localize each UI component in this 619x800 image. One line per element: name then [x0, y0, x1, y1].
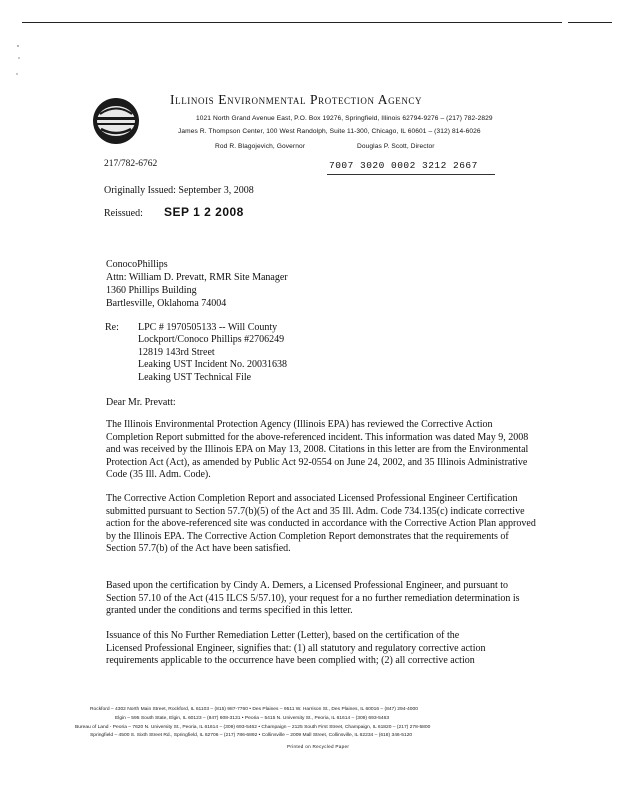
- paragraph-line: Issuance of this No Further Remediation Letter (Letter), based on the certification of the: [106, 630, 460, 641]
- governor-name: Rod R. Blagojevich, Governor: [215, 143, 306, 150]
- re-line-lpc: LPC # 1970505133 -- Will County: [138, 322, 278, 333]
- phone-number: 217/782-6762: [104, 159, 158, 169]
- agency-name: Illinois Environmental Protection Agency: [170, 92, 423, 107]
- recipient-city: Bartlesville, Oklahoma 74004: [106, 298, 227, 309]
- top-scan-rule: [22, 22, 562, 23]
- paragraph-line: requirements applicable to the occurrence have been complied with; (2) all corrective action: [106, 655, 475, 667]
- re-line-street: 12819 143rd Street: [138, 346, 215, 358]
- footer-office-line: Elgin – 595 South State, Elgin, IL 60123 – (847) 608-3131 • Peoria – 5415 N. University St., Peoria, IL 61614 – (309) 693-5463: [115, 716, 390, 721]
- footer-office-line: Springfield – 4500 S. Sixth Street Rd., Springfield, IL 62706 – (217) 786-6892 • Collinsville – 2009 Mall Street, Collinsville, IL 62234 – (618) 346-5120: [90, 733, 413, 738]
- salutation: Dear Mr. Prevatt:: [106, 397, 176, 408]
- footer-office-line: Rockford – 4302 North Main Street, Rockford, IL 61103 – (815) 987-7760 • Des Plaines – 9511 W. Harrison St., Des Plaines, IL 60016 – (847) 294-4000: [90, 707, 418, 712]
- top-scan-rule-right: [568, 22, 612, 23]
- director-name: Douglas P. Scott, Director: [357, 143, 435, 150]
- agency-seal-logo: [92, 97, 140, 145]
- reissued-date-stamp: SEP 1 2 2008: [164, 205, 244, 219]
- letterhead-address-chicago: James R. Thompson Center, 100 West Randolph, Suite 11-300, Chicago, IL 60601 – (312) 814-6026: [178, 128, 481, 135]
- re-block: [138, 322, 287, 384]
- paragraph-line: Licensed Professional Engineer, signifies that: (1) all statutory and regulatory corrective action: [106, 642, 486, 654]
- body-paragraph: Based upon the certification by Cindy A. Demers, a Licensed Professional Engineer, and pursuant to Section 57.10 of the Act (415 ILCS 5/57.10), your request for a no further remediation determination is granted under the conditions and terms specified in this letter.: [106, 580, 520, 617]
- re-label: Re:: [105, 322, 119, 333]
- tracking-underline: [327, 174, 495, 175]
- recipient-address-block: [106, 258, 288, 310]
- body-paragraph: The Corrective Action Completion Report and associated Licensed Professional Engineer Certification submitted pursuant to Section 57.7(b)(5) of the Act and 35 Ill. Adm. Code 734.135(c) indicate corrective action for the above-referenced site was conducted in accordance with the Corrective Action Plan approved by the Illinois EPA. The Corrective Action Completion Report demonstrates that the requirements of Section 57.7(b) of the Act have been satisfied.: [106, 493, 536, 555]
- recipient-attention: Attn: William D. Prevatt, RMR Site Manager: [106, 272, 288, 283]
- body-paragraph-continued: [106, 630, 536, 668]
- re-line-incident: Leaking UST Incident No. 20031638: [138, 359, 287, 371]
- footer-office-line: Bureau of Land - Peoria – 7620 N. University St., Peoria, IL 61614 – (309) 693-5462 • Champaign – 2125 South First Street, Champaign, IL 61820 – (217) 278-5800: [75, 725, 431, 730]
- letterhead-address-springfield: 1021 North Grand Avenue East, P.O. Box 19276, Springfield, Illinois 62794-9276 – (217) 782-2829: [196, 115, 493, 122]
- originally-issued-date: Originally Issued: September 3, 2008: [104, 185, 254, 196]
- certified-mail-tracking-number: 7007 3020 0002 3212 2667: [329, 160, 478, 171]
- body-paragraph: The Illinois Environmental Protection Agency (Illinois EPA) has reviewed the Corrective Action Completion Report submitted for the above-referenced incident. This information was dated May 9, 2008 and was received by the Illinois EPA on May 13, 2008. Citations in this letter are from the Environmental Protection Act (Act), as amended by Public Act 92-0554 on June 24, 2002, and 35 Illinois Administrative Code (35 Ill. Adm. Code).: [106, 419, 529, 481]
- recipient-company: ConocoPhillips: [106, 259, 168, 270]
- re-line-file: Leaking UST Technical File: [138, 371, 252, 383]
- re-line-site: Lockport/Conoco Phillips #2706249: [138, 334, 285, 346]
- recipient-street: 1360 Phillips Building: [106, 285, 197, 296]
- reissued-label: Reissued:: [104, 208, 143, 219]
- recycled-paper-note: Printed on Recycled Paper: [287, 744, 350, 749]
- scan-specks: [14, 40, 22, 140]
